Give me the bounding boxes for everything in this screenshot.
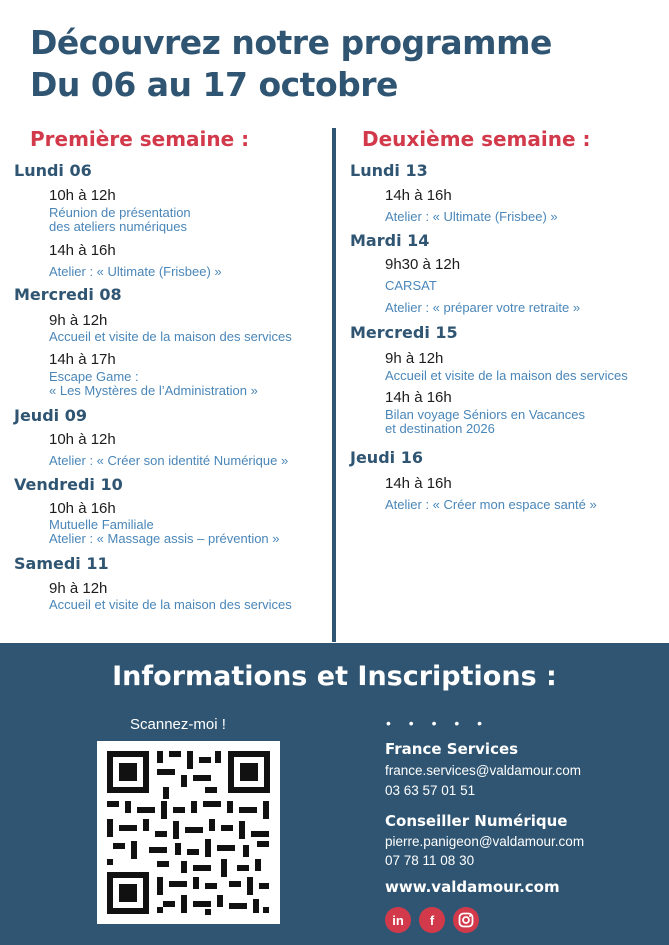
day-samedi-11: Samedi 11	[14, 554, 109, 573]
website-link[interactable]: www.valdamour.com	[385, 878, 560, 896]
email-link[interactable]: france.services@valdamour.com	[385, 763, 582, 778]
info-title: Informations et Inscriptions :	[112, 661, 557, 692]
phone-number[interactable]: 07 78 11 08 30	[385, 853, 475, 868]
email-link[interactable]: pierre.panigeon@valdamour.com	[385, 834, 585, 849]
column-divider	[332, 128, 336, 642]
event-desc: « Les Mystères de l’Administration »	[49, 383, 258, 398]
event-desc: Atelier : « Ultimate (Frisbee) »	[385, 209, 558, 224]
event-time: 9h à 12h	[49, 580, 108, 597]
linkedin-label: in	[392, 912, 404, 928]
event-time: 9h à 12h	[385, 350, 444, 367]
page-title	[30, 22, 552, 106]
day-lundi-13: Lundi 13	[350, 161, 428, 180]
info-footer	[0, 643, 669, 945]
day-jeudi-16: Jeudi 16	[350, 448, 423, 467]
event-desc: Accueil et visite de la maison des services	[49, 329, 292, 344]
day-vendredi-10: Vendredi 10	[14, 475, 123, 494]
linkedin-icon[interactable]	[385, 907, 411, 933]
event-desc: Accueil et visite de la maison des services	[385, 368, 628, 383]
event-time: 10h à 12h	[49, 431, 116, 448]
event-desc: Atelier : « Ultimate (Frisbee) »	[49, 264, 222, 279]
day-mardi-14: Mardi 14	[350, 231, 430, 250]
day-mercredi-08: Mercredi 08	[14, 285, 122, 304]
event-time: 14h à 16h	[385, 475, 452, 492]
event-time: 14h à 16h	[49, 242, 116, 259]
event-time: 10h à 16h	[49, 500, 116, 517]
event-desc: Accueil et visite de la maison des services	[49, 597, 292, 612]
event-desc: CARSAT	[385, 278, 437, 293]
org-france-services: France Services	[385, 740, 519, 758]
org-conseiller-numerique: Conseiller Numérique	[385, 812, 568, 830]
event-desc: Atelier : « Massage assis – prévention »	[49, 531, 280, 546]
event-desc: Mutuelle Familiale	[49, 517, 154, 532]
instagram-icon[interactable]	[453, 907, 479, 933]
event-time: 14h à 16h	[385, 389, 452, 406]
event-desc: Bilan voyage Séniors en Vacances	[385, 407, 585, 422]
title-line-1: Découvrez notre programme	[30, 23, 552, 62]
event-desc: Réunion de présentation	[49, 205, 191, 220]
event-desc: Escape Game :	[49, 369, 139, 384]
week-1-title: Première semaine :	[30, 127, 250, 151]
event-desc: des ateliers numériques	[49, 219, 188, 234]
decorative-dots: • • • • •	[386, 715, 490, 731]
facebook-label: f	[429, 912, 435, 928]
event-time: 14h à 17h	[49, 351, 116, 368]
phone-number[interactable]: 03 63 57 01 51	[385, 783, 476, 798]
day-jeudi-09: Jeudi 09	[14, 406, 87, 425]
event-desc: Atelier : « préparer votre retraite »	[385, 300, 581, 315]
day-lundi-06: Lundi 06	[14, 161, 92, 180]
facebook-icon[interactable]	[419, 907, 445, 933]
qr-code-icon[interactable]	[97, 741, 280, 924]
event-time: 14h à 16h	[385, 187, 452, 204]
event-desc: Atelier : « Créer son identité Numérique »	[49, 453, 289, 468]
event-time: 9h30 à 12h	[385, 256, 461, 273]
event-time: 9h à 12h	[49, 312, 108, 329]
event-desc: Atelier : « Créer mon espace santé »	[385, 497, 597, 512]
scan-label: Scannez-moi !	[130, 716, 226, 733]
event-desc: et destination 2026	[385, 421, 495, 436]
event-time: 10h à 12h	[49, 187, 116, 204]
title-line-2: Du 06 au 17 octobre	[30, 65, 398, 104]
week-2-title: Deuxième semaine :	[362, 127, 591, 151]
day-mercredi-15: Mercredi 15	[350, 323, 458, 342]
